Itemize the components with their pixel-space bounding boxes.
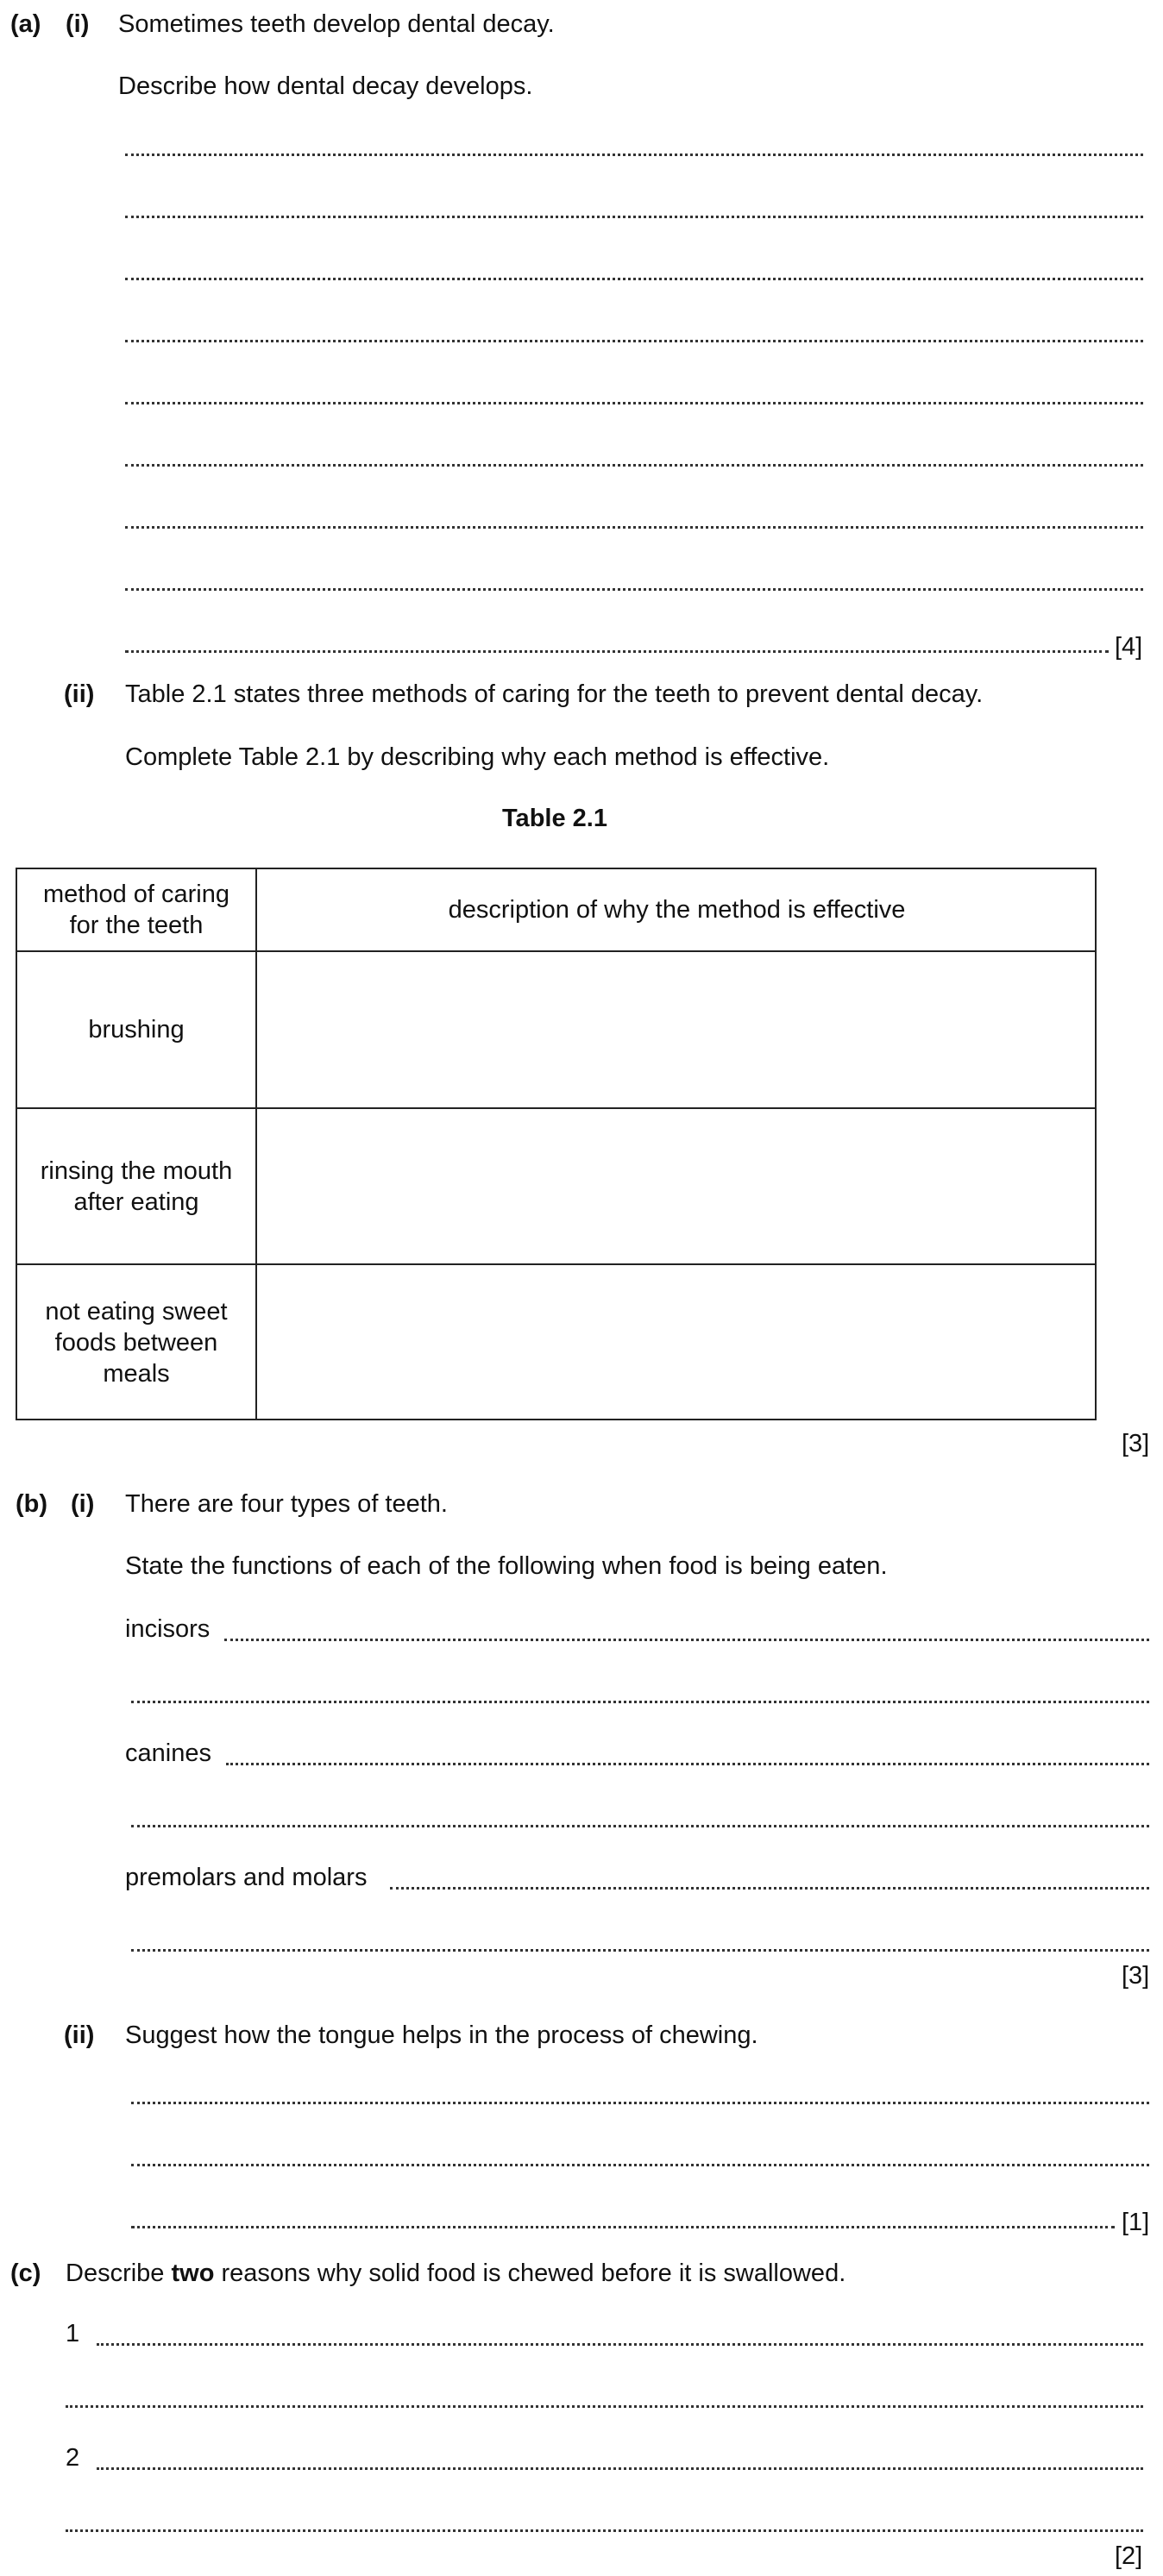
table-row-method: brushing (88, 1016, 185, 1044)
answer-line[interactable] (125, 216, 1143, 218)
part-a-ii-intro: Table 2.1 states three methods of caring for the teeth to prevent dental decay. (125, 680, 984, 708)
marks-c: [2] (1115, 2542, 1143, 2570)
reason-1-number: 1 (66, 2320, 80, 2347)
answer-line[interactable] (131, 1949, 1149, 1952)
answer-line[interactable] (66, 2529, 1143, 2532)
reason-2-answer-line[interactable] (97, 2467, 1143, 2470)
marks-a-ii: [3] (1122, 1430, 1150, 1457)
canines-answer-line[interactable] (226, 1763, 1149, 1765)
marks-a-i: [4] (1115, 633, 1143, 661)
part-b-i-intro: There are four types of teeth. (125, 1490, 448, 1518)
premolars-molars-answer-line[interactable] (390, 1887, 1149, 1890)
canines-label: canines (125, 1739, 211, 1767)
answer-line[interactable] (125, 650, 1109, 653)
part-b-i-label: (i) (71, 1490, 95, 1518)
marks-b-i: [3] (1122, 1962, 1150, 1990)
answer-line[interactable] (125, 278, 1143, 280)
answer-line[interactable] (125, 402, 1143, 404)
table-title: Table 2.1 (502, 805, 607, 832)
answer-line[interactable] (131, 1701, 1149, 1703)
part-a-label: (a) (10, 10, 41, 38)
part-b-label: (b) (16, 1490, 48, 1518)
answer-line[interactable] (131, 2164, 1149, 2166)
table-row-method: rinsing the mouth after eating (40, 1156, 233, 1216)
part-a-i-label: (i) (66, 10, 90, 38)
table-row-method: not eating sweet foods between meals (45, 1298, 228, 1388)
answer-line[interactable] (125, 526, 1143, 529)
part-a-i-intro: Sometimes teeth develop dental decay. (118, 10, 555, 38)
part-c-label: (c) (10, 2259, 41, 2287)
part-a-i-question: Describe how dental decay develops. (118, 72, 533, 100)
part-b-i-question: State the functions of each of the following when food is being eaten. (125, 1552, 888, 1580)
part-c-question: Describe two reasons why solid food is chewed before it is swallowed. (66, 2259, 846, 2287)
reason-1-answer-line[interactable] (97, 2343, 1143, 2346)
part-a-ii-question: Complete Table 2.1 by describing why each method is effective. (125, 743, 830, 771)
answer-line[interactable] (125, 340, 1143, 342)
answer-line[interactable] (131, 1825, 1149, 1827)
table-2-1 (16, 868, 1097, 1420)
part-a-ii-label: (ii) (64, 680, 95, 708)
answer-line[interactable] (131, 2226, 1115, 2228)
answer-line[interactable] (125, 588, 1143, 591)
part-b-ii-label: (ii) (64, 2021, 95, 2049)
reason-2-number: 2 (66, 2444, 80, 2472)
table-header-method: method of caring for the teeth (42, 881, 229, 939)
answer-line[interactable] (125, 464, 1143, 467)
premolars-molars-label: premolars and molars (125, 1864, 368, 1891)
marks-b-ii: [1] (1122, 2209, 1150, 2236)
part-b-ii-question: Suggest how the tongue helps in the process of chewing. (125, 2021, 758, 2049)
table-row-answer-cell[interactable] (257, 1265, 1097, 1420)
answer-line[interactable] (131, 2102, 1149, 2104)
incisors-answer-line[interactable] (224, 1639, 1149, 1641)
table-row-answer-cell[interactable] (257, 952, 1097, 1107)
incisors-label: incisors (125, 1615, 211, 1643)
answer-line[interactable] (125, 154, 1143, 156)
table-header-description: description of why the method is effective (448, 896, 906, 924)
table-row-answer-cell[interactable] (257, 1109, 1097, 1263)
answer-line[interactable] (66, 2405, 1143, 2408)
